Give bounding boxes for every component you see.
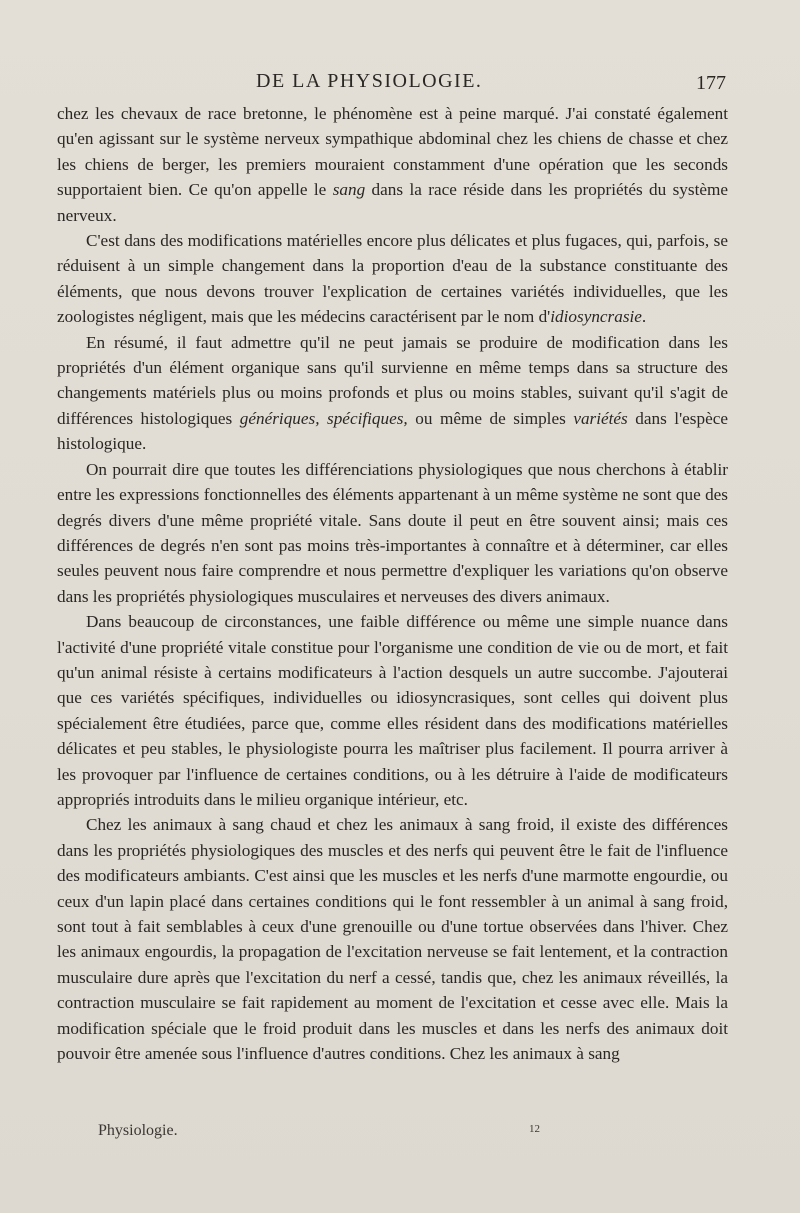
italic-term: idiosyncrasie: [550, 307, 642, 327]
paragraph: [57, 228, 728, 330]
italic-term: variétés: [573, 408, 628, 428]
signature-mark: Physiologie.: [98, 1122, 178, 1139]
paragraph: [57, 101, 728, 228]
text-run: C'est dans des modifications matérielles encore plus délicates et plus fugaces, qui, parfois, se réduisent à un simple changement dans la proportion d'eau de la substance constituante des éléments, que nous devons trouver l'explication de certaines variétés individuelles, que les zoologistes négligent, mais que les médecins caractérisent par le nom d': [57, 231, 728, 327]
text-run: chez les chevaux de race bretonne, le phénomène est à peine marqué. J'ai constaté également qu'en agissant sur le système nerveux sympathique abdominal chez les chiens de chasse et chez les chiens de berger, les premiers mouraient constamment d'une opération que les seconds supportaient bien. Ce qu'on appelle le: [57, 104, 728, 200]
paragraph: [57, 457, 728, 609]
paragraph: [57, 609, 728, 812]
text-run: En résumé, il faut admettre qu'il ne peut jamais se produire de modification dans les propriétés d'un élément organique sans qu'il survienne en même temps dans sa structure des changements matériels plus ou moins profonds et plus ou moins stables, suivant qu'il s'agit de différences histologiques: [57, 332, 728, 428]
text-run: ou même de simples: [407, 408, 574, 428]
body-text: [57, 101, 728, 1066]
running-title: DE LA PHYSIOLOGIE.: [256, 70, 483, 92]
italic-term: génériques, spécifiques,: [239, 408, 408, 428]
paragraph: [57, 812, 728, 1066]
text-run: On pourrait dire que toutes les différenciations physiologiques que nous cherchons à établir entre les expressions fonctionnelles des éléments appartenant à un même système ne sont que des degrés divers d'une même propriété vitale. Sans doute il peut en être souvent ainsi; mais ces différences de degrés n'en sont pas moins très-importantes à connaître et à déterminer, car elles seules peuvent nous faire comprendre et nous permettre d'expliquer les variations qu'on observe dans les propriétés physiologiques musculaires et nerveuses des divers animaux.: [57, 459, 728, 606]
text-run: dans l'espèce histologique.: [57, 408, 728, 454]
paragraph: [57, 330, 728, 457]
page-footer: [98, 1122, 598, 1146]
text-run: Dans beaucoup de circonstances, une faible différence ou même une simple nuance dans l'activité d'une propriété vitale constitue pour l'organisme une condition de vie ou de mort, et fait qu'un animal résiste à certains modificateurs à l'action desquels un autre succombe. J'ajouterai que ces variétés spécifiques, individuelles ou idiosyncrasiques, sont celles qui doivent plus spécialement être étudiées, parce que, comme elles résident dans des modifications matérielles délicates et peu stables, le physiologiste pourra les maîtriser plus facilement. Il pourra arriver à les provoquer par l'influence de certaines conditions, ou à les détruire à l'aide de modificateurs appropriés introduits dans le milieu organique intérieur, etc.: [57, 612, 728, 809]
italic-term: sang: [332, 180, 366, 200]
text-run: Chez les animaux à sang chaud et chez les animaux à sang froid, il existe des différences dans les propriétés physiologiques des muscles et des nerfs qui peuvent être le fait de l'influence des modificateurs ambiants. C'est ainsi que les muscles et les nerfs d'une marmotte engourdie, ou ceux d'un lapin placé dans certaines conditions qui le font ressembler à un animal à sang froid, sont tout à fait semblables à ceux d'une grenouille ou d'une tortue observées dans l'hiver. Chez les animaux engourdis, la propagation de l'excitation nerveuse se fait lentement, et la contraction musculaire dure après que l'excitation du nerf a cessé, tandis que, chez les animaux réveillés, la contraction musculaire se fait rapidement au moment de l'excitation et cesse avec elle. Mais la modification spéciale que le froid produit dans les muscles et dans les nerfs des animaux doit pouvoir être amenée sous l'influence d'autres conditions. Chez les animaux à sang: [57, 815, 728, 1064]
page-header: [56, 70, 726, 100]
sheet-number: 12: [529, 1123, 540, 1135]
text-run: dans la race réside dans les propriétés du système nerveux.: [57, 180, 728, 225]
text-run: .: [641, 307, 647, 327]
page-number: 177: [696, 72, 726, 94]
